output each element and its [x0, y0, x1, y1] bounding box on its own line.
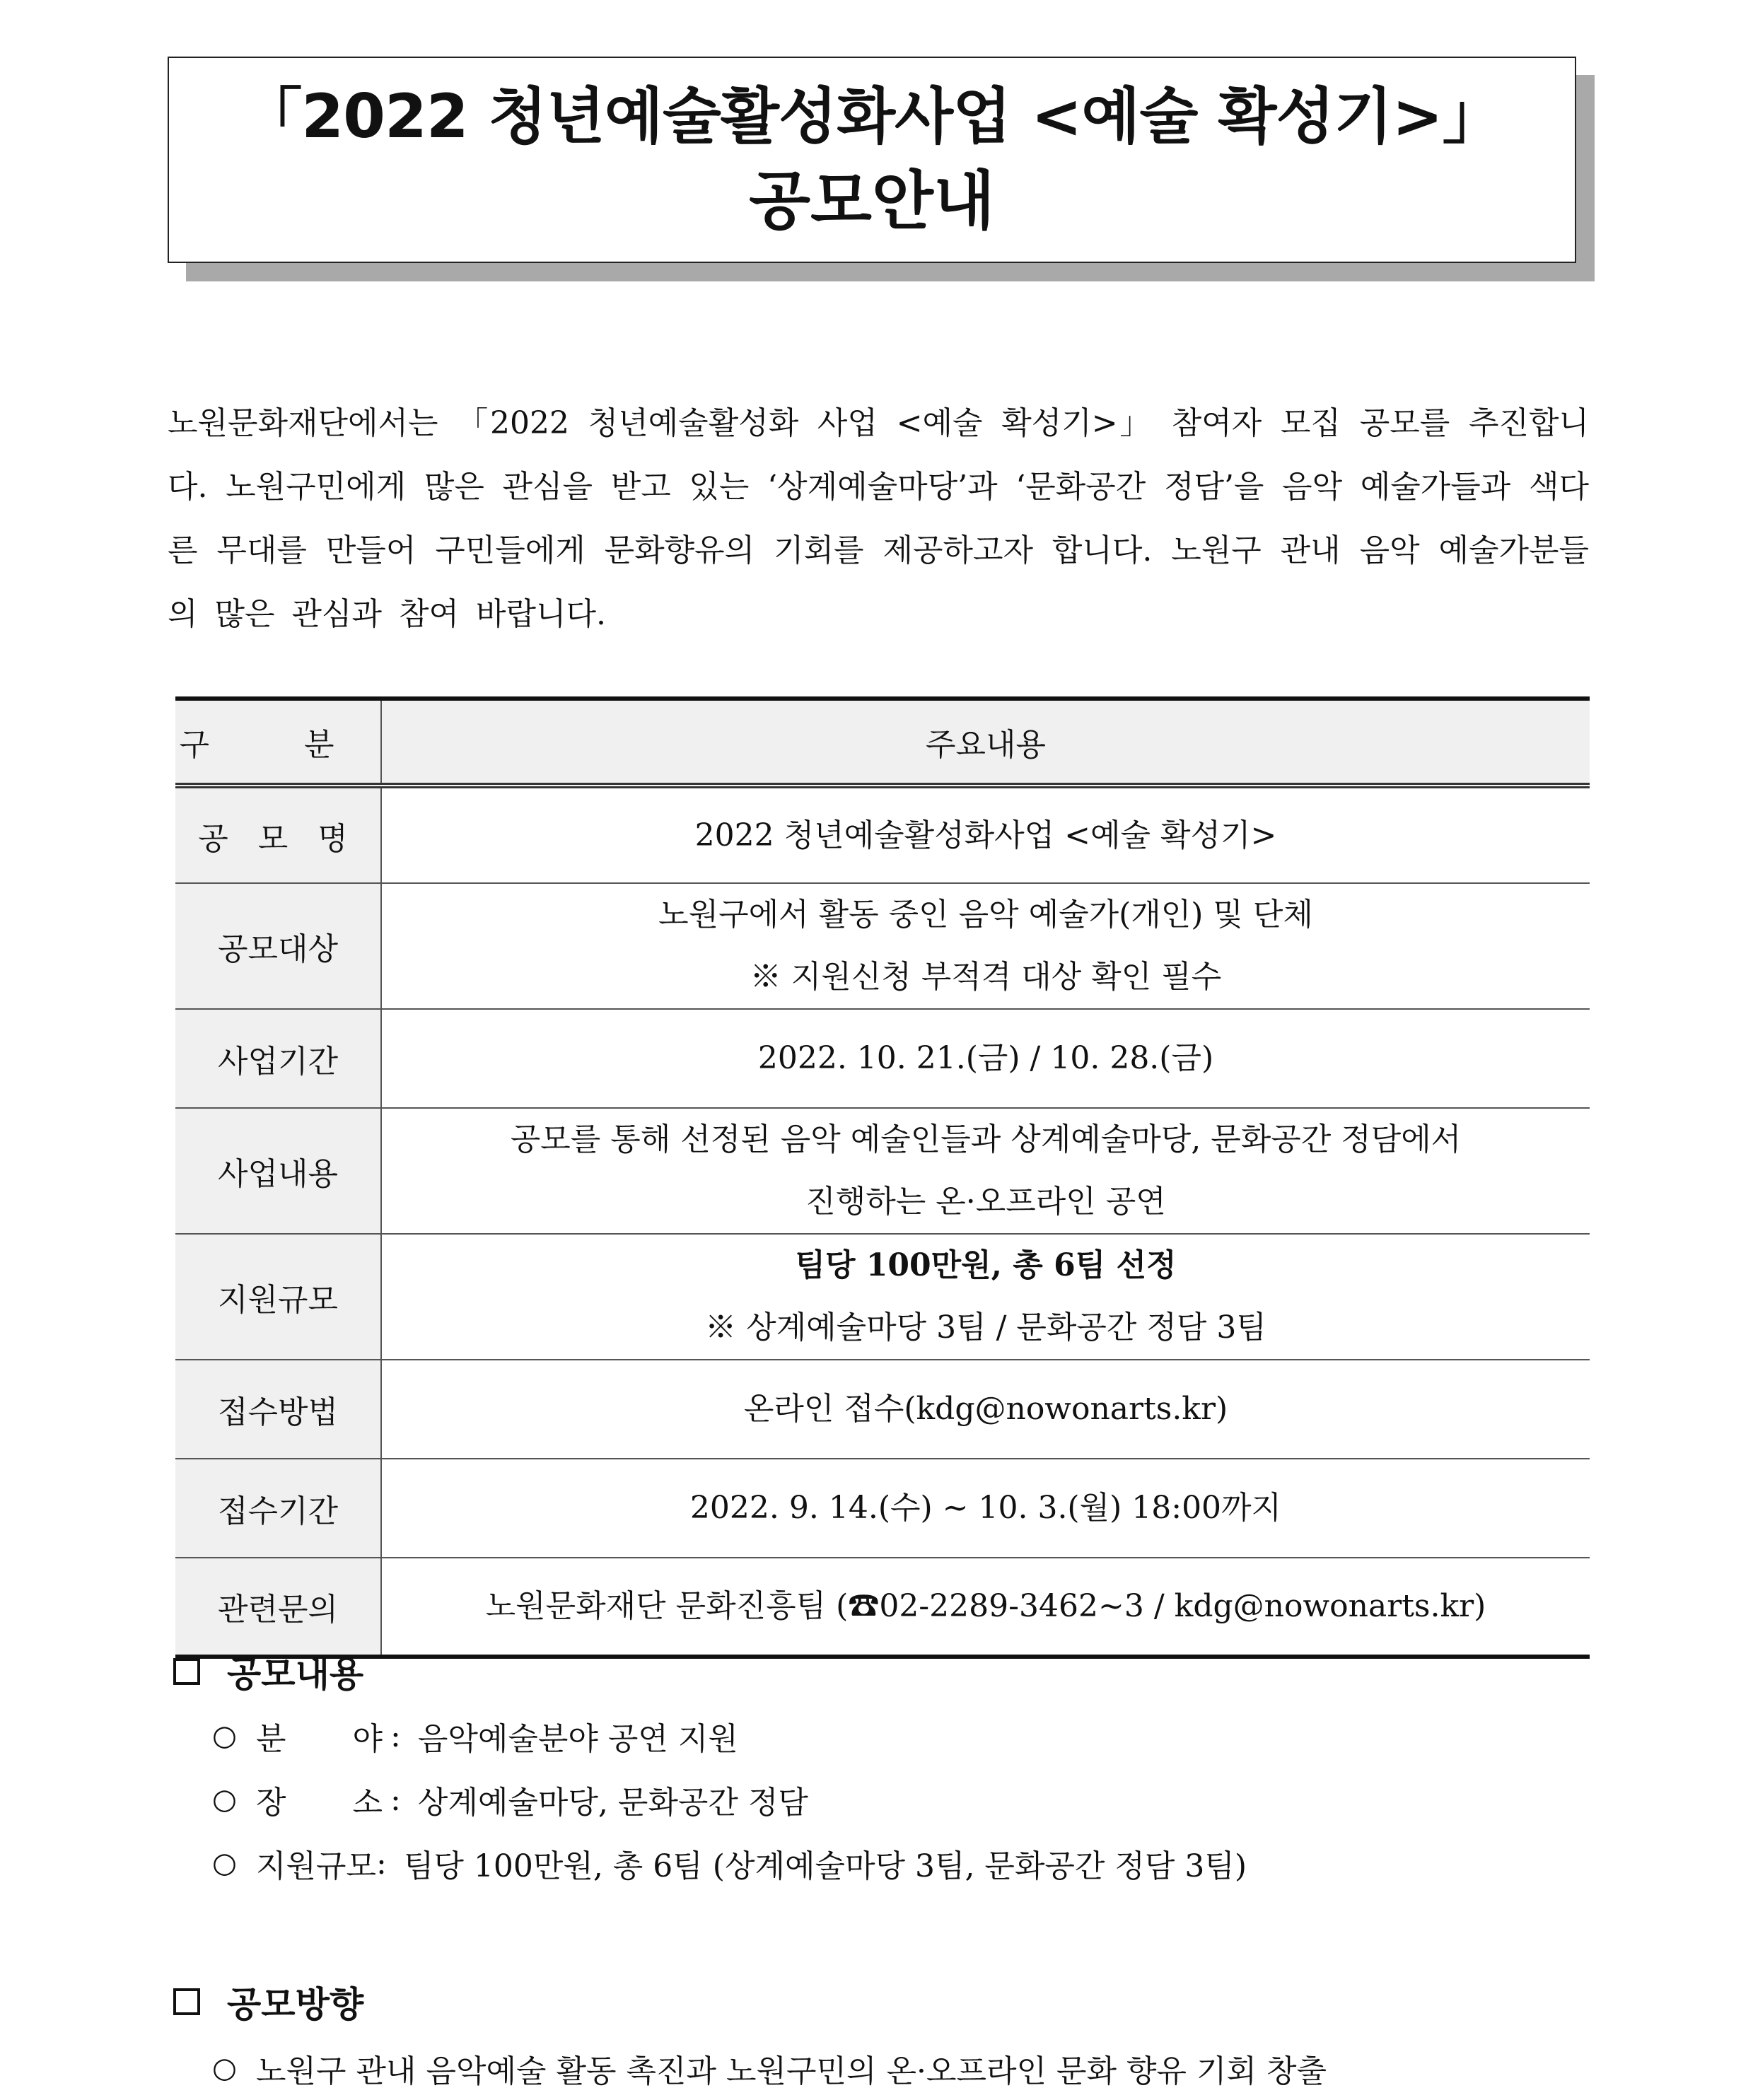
- checkbox-icon: [173, 1658, 200, 1685]
- row-line: 2022 청년예술활성화사업 <예술 확성기>: [694, 817, 1277, 853]
- row-line: 공모를 통해 선정된 음악 예술인들과 상계예술마당, 문화공간 정담에서: [510, 1121, 1462, 1157]
- info-table: [175, 696, 1590, 1659]
- row-content: [381, 1360, 1590, 1459]
- section-title: 공모방향: [227, 1983, 364, 2025]
- bullet-circle-icon: ○: [212, 1720, 237, 1752]
- title-box: [168, 57, 1576, 263]
- header-label: 구 분: [175, 699, 381, 786]
- list-item: ○ 분 야 : 음악예술분야 공연 지원: [212, 1704, 1247, 1768]
- row-label: 접수기간: [175, 1459, 381, 1558]
- table-row: [175, 786, 1590, 883]
- table-row: [175, 1360, 1590, 1459]
- page-subtitle: 공모안내: [749, 163, 995, 238]
- row-line: 팀당 100만원, 총 6팀 선정: [795, 1247, 1177, 1283]
- row-note: ※ 지원신청 부적격 대상 확인 필수: [750, 959, 1222, 995]
- section-heading: [173, 1976, 363, 2027]
- table-row: [175, 1108, 1590, 1234]
- bullet-circle-icon: ○: [212, 2052, 237, 2084]
- list-item: [212, 2036, 1327, 2100]
- row-label: 사업기간: [175, 1009, 381, 1108]
- item-label: [256, 1777, 390, 1822]
- row-line: 진행하는 온·오프라인 공연: [805, 1184, 1166, 1220]
- list-item: ○ 장 소 : 상계예술마당, 문화공간 정담: [212, 1768, 1247, 1831]
- item-text: 노원구 관내 음악예술 활동 촉진과 노원구민의 온·오프라인 문화 향유 기회 창출: [256, 2053, 1327, 2089]
- row-label: 공 모 명: [175, 786, 381, 883]
- row-line: 2022. 9. 14.(수) ~ 10. 3.(월) 18:00까지: [689, 1490, 1282, 1526]
- content-list: [212, 1704, 1247, 1895]
- item-text: 음악예술분야 공연 지원: [417, 1721, 738, 1757]
- item-label: [256, 1713, 390, 1758]
- checkbox-icon: [173, 1988, 200, 2015]
- row-line: 2022. 10. 21.(금) / 10. 28.(금): [757, 1040, 1214, 1076]
- table-row: [175, 883, 1590, 1009]
- row-content: [381, 1558, 1590, 1657]
- item-text: 팀당 100만원, 총 6팀 (상계예술마당 3팀, 문화공간 정담 3팀): [403, 1848, 1247, 1884]
- item-label-text: 장 소: [256, 1785, 383, 1821]
- table-row: [175, 1234, 1590, 1360]
- row-label: 지원규모: [175, 1234, 381, 1360]
- list-item: ○ 지원규모 : 팀당 100만원, 총 6팀 (상계예술마당 3팀, 문화공간 정담 3팀): [212, 1831, 1247, 1895]
- item-label: 지원규모: [256, 1848, 377, 1884]
- item-text: 상계예술마당, 문화공간 정담: [417, 1785, 808, 1821]
- direction-list: [212, 2036, 1327, 2100]
- bullet-circle-icon: ○: [212, 1783, 237, 1816]
- page-title: 「2022 청년예술활성화사업 <예술 확성기>」: [241, 81, 1503, 152]
- intro-paragraph: 노원문화재단에서는 「2022 청년예술활성화 사업 <예술 확성기>」 참여자 모집 공모를 추진합니다. 노원구민에게 많은 관심을 받고 있는 ‘상계예술마당’과 ‘문화공간 정담’을 음악 예술가들과 색다른 무대를 만들어 구민들에게 문화향유의 기회를 제공하고자 합니다. 노원구 관내 음악 예술가분들의 많은 관심과 참여 바랍니다.: [168, 405, 1589, 632]
- row-note: ※ 상계예술마당 3팀 / 문화공간 정담 3팀: [705, 1309, 1266, 1346]
- row-label: 관련문의: [175, 1558, 381, 1657]
- bullet-circle-icon: ○: [212, 1847, 237, 1879]
- row-line: 노원문화재단 문화진흥팀 (☎02-2289-3462~3 / kdg@nowonarts.kr): [485, 1588, 1486, 1624]
- row-label: 접수방법: [175, 1360, 381, 1459]
- header-content: 주요내용: [381, 699, 1590, 786]
- row-content: [381, 1234, 1590, 1360]
- row-line: 노원구에서 활동 중인 음악 예술가(개인) 및 단체: [658, 897, 1313, 933]
- table-row: [175, 1558, 1590, 1657]
- section-title: 공모내용: [227, 1653, 364, 1695]
- row-label: 공모대상: [175, 883, 381, 1009]
- item-label-text: 분 야: [256, 1721, 383, 1757]
- row-label: 사업내용: [175, 1108, 381, 1234]
- row-content: [381, 1459, 1590, 1558]
- row-content: [381, 786, 1590, 883]
- row-line: 온라인 접수(kdg@nowonarts.kr): [743, 1391, 1228, 1427]
- table-row: [175, 1459, 1590, 1558]
- row-content: [381, 1108, 1590, 1234]
- section-heading: [173, 1646, 363, 1697]
- row-content: [381, 883, 1590, 1009]
- table-row: [175, 1009, 1590, 1108]
- row-content: [381, 1009, 1590, 1108]
- table-header-row: [175, 699, 1590, 786]
